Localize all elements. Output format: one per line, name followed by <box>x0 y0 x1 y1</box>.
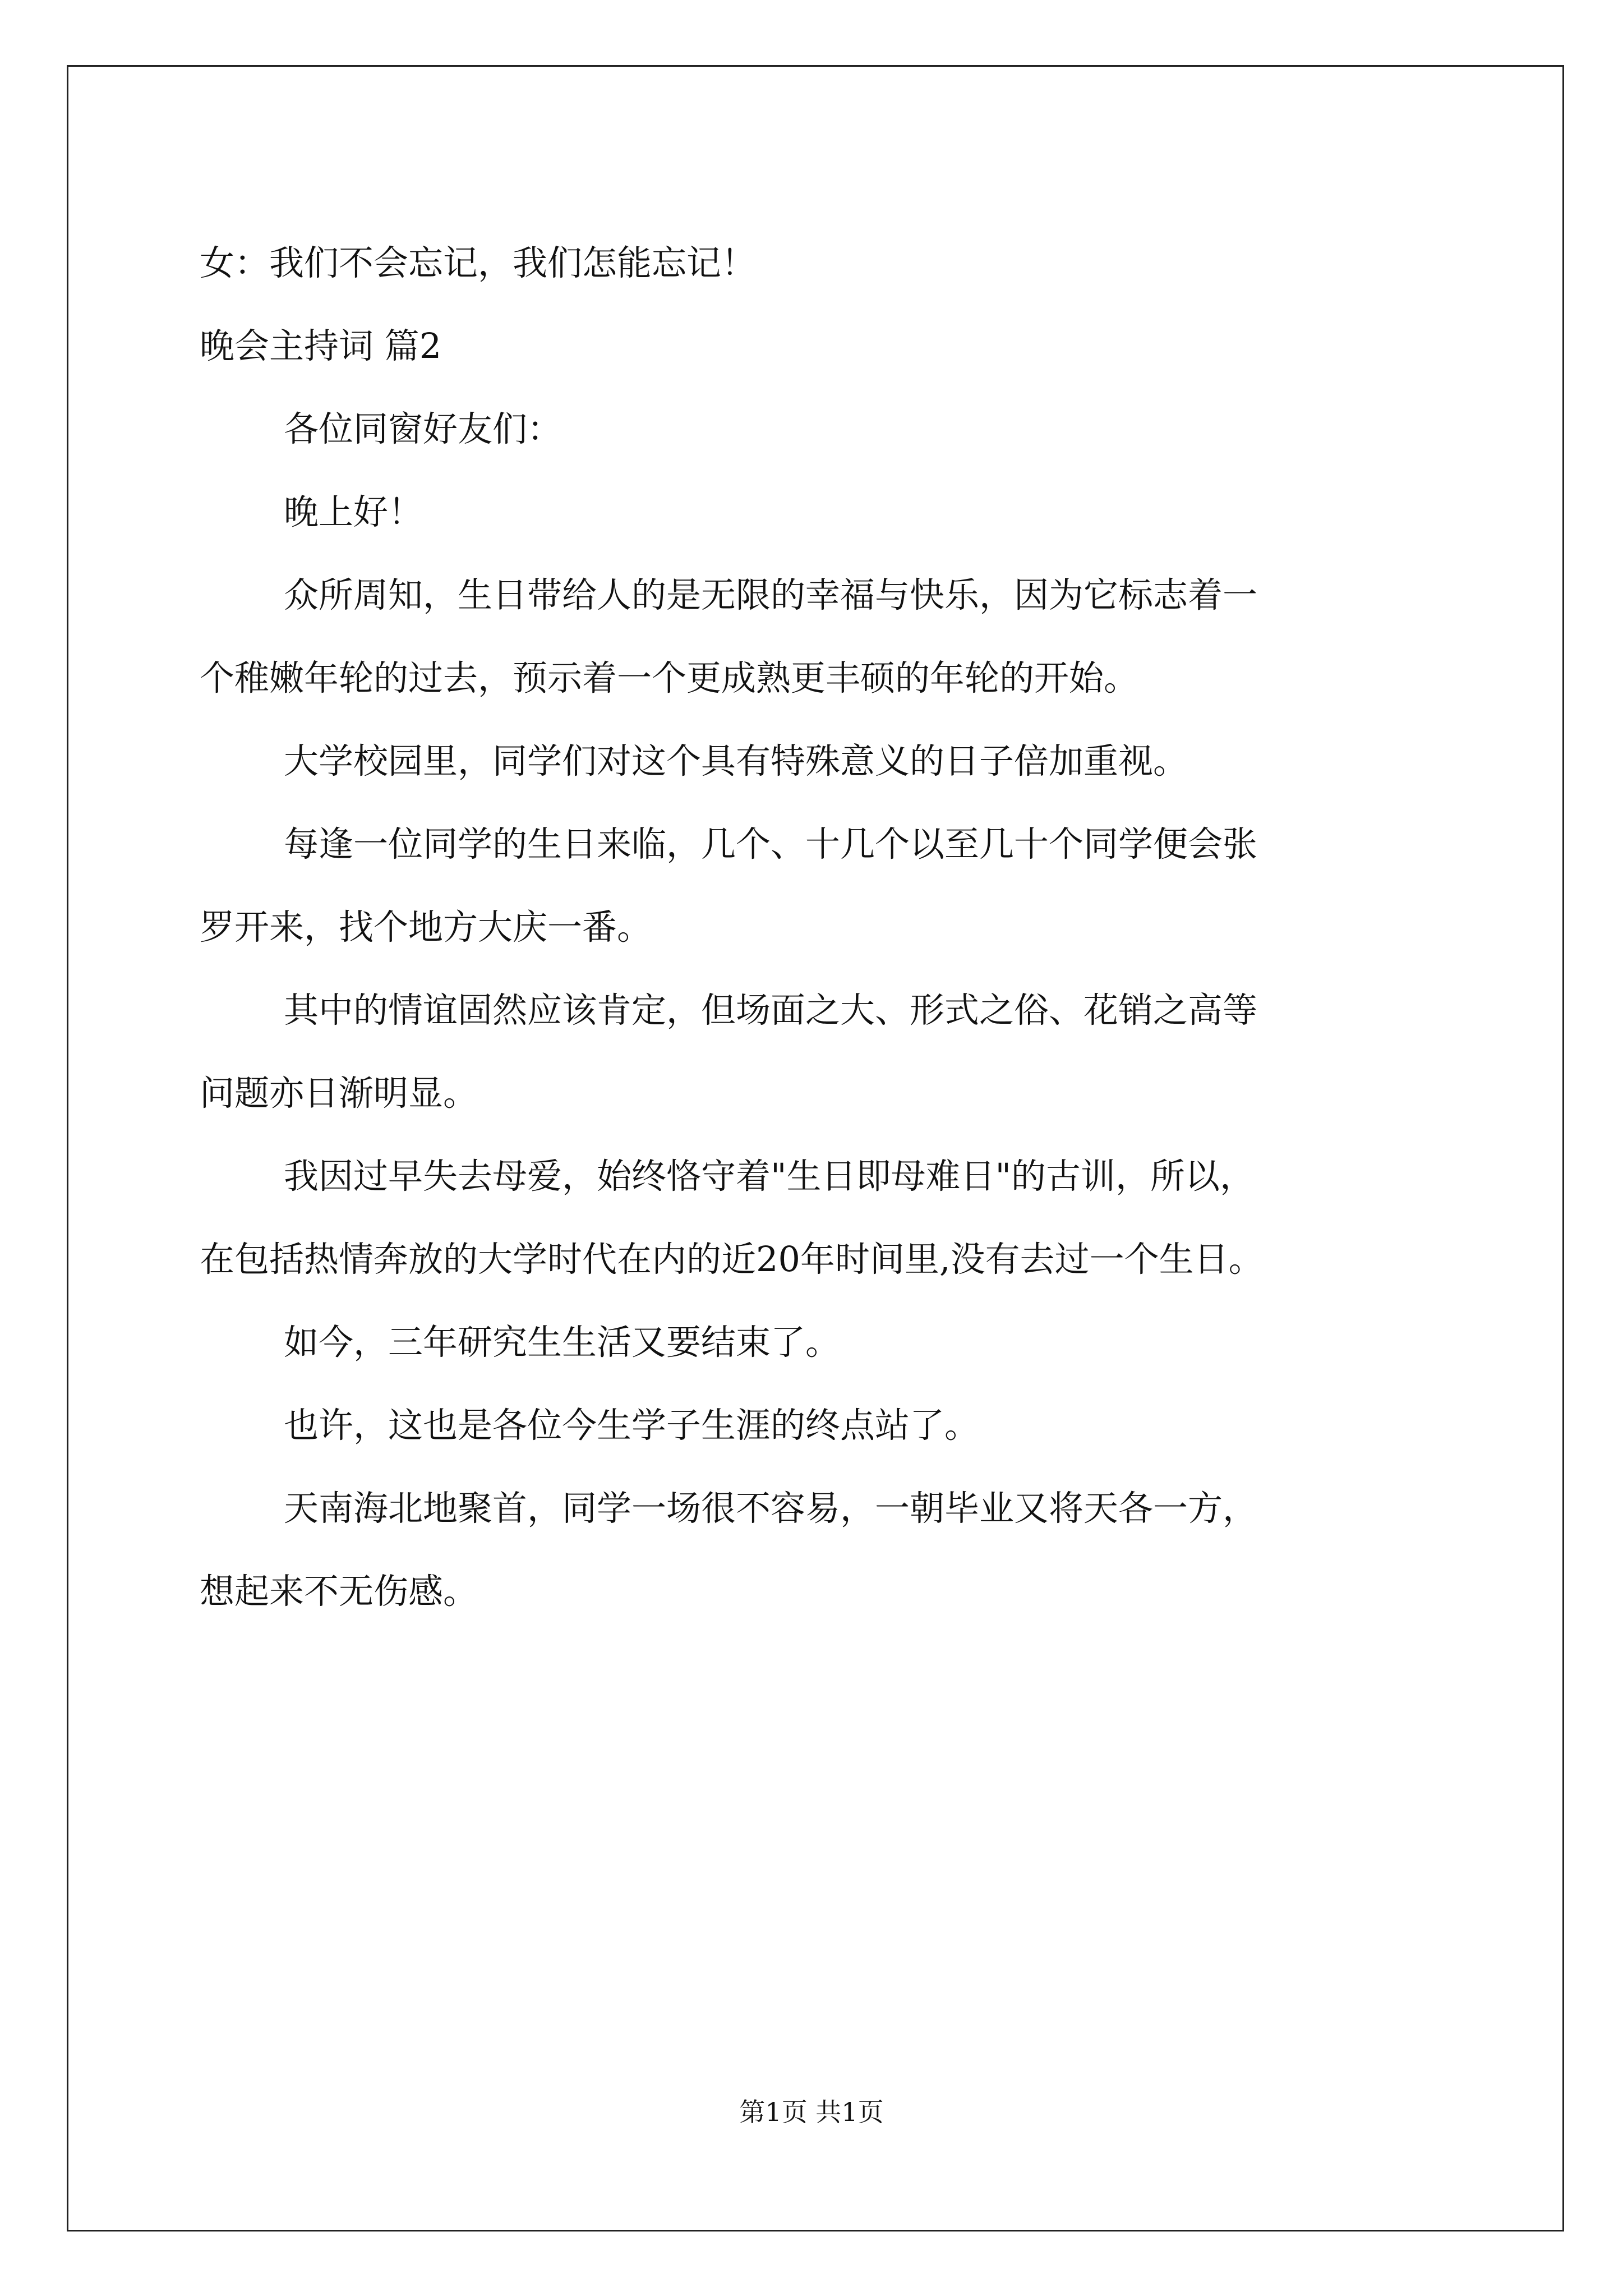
text-line: 个稚嫩年轮的过去，预示着一个更成熟更丰硕的年轮的开始。 <box>200 657 1139 698</box>
text-line: 其中的情谊固然应该肯定，但场面之大、形式之俗、花销之高等 <box>284 990 1258 1030</box>
document-body <box>200 222 1433 1633</box>
page-number-footer: 第1页 共1页 <box>739 2097 884 2127</box>
text-line: 天南海北地聚首，同学一场很不容易，一朝毕业又将天各一方， <box>284 1488 1258 1529</box>
text-line: 各位同窗好友们： <box>284 408 562 449</box>
text-line: 我因过早失去母爱，始终恪守着"生日即母难日"的古训，所以， <box>284 1156 1255 1197</box>
text-line: 也许，这也是各位今生学子生涯的终点站了。 <box>284 1405 980 1446</box>
text-line: 问题亦日渐明显。 <box>200 1073 478 1114</box>
text-line: 众所周知，生日带给人的是无限的幸福与快乐，因为它标志着一 <box>284 574 1258 615</box>
text-line: 罗开来，找个地方大庆一番。 <box>200 907 652 947</box>
section-heading: 晚会主持词 篇2 <box>200 325 442 366</box>
text-line: 女：我们不会忘记，我们怎能忘记！ <box>200 242 757 283</box>
text-line: 在包括热情奔放的大学时代在内的近20年时间里,没有去过一个生日。 <box>200 1239 1264 1280</box>
text-line: 大学校园里，同学们对这个具有特殊意义的日子倍加重视。 <box>284 740 1188 781</box>
text-line: 想起来不无伤感。 <box>200 1571 478 1612</box>
text-line: 如今，三年研究生生活又要结束了。 <box>284 1322 841 1363</box>
text-line: 每逢一位同学的生日来临，几个、十几个以至几十个同学便会张 <box>284 823 1258 864</box>
text-line: 晚上好！ <box>284 491 423 532</box>
